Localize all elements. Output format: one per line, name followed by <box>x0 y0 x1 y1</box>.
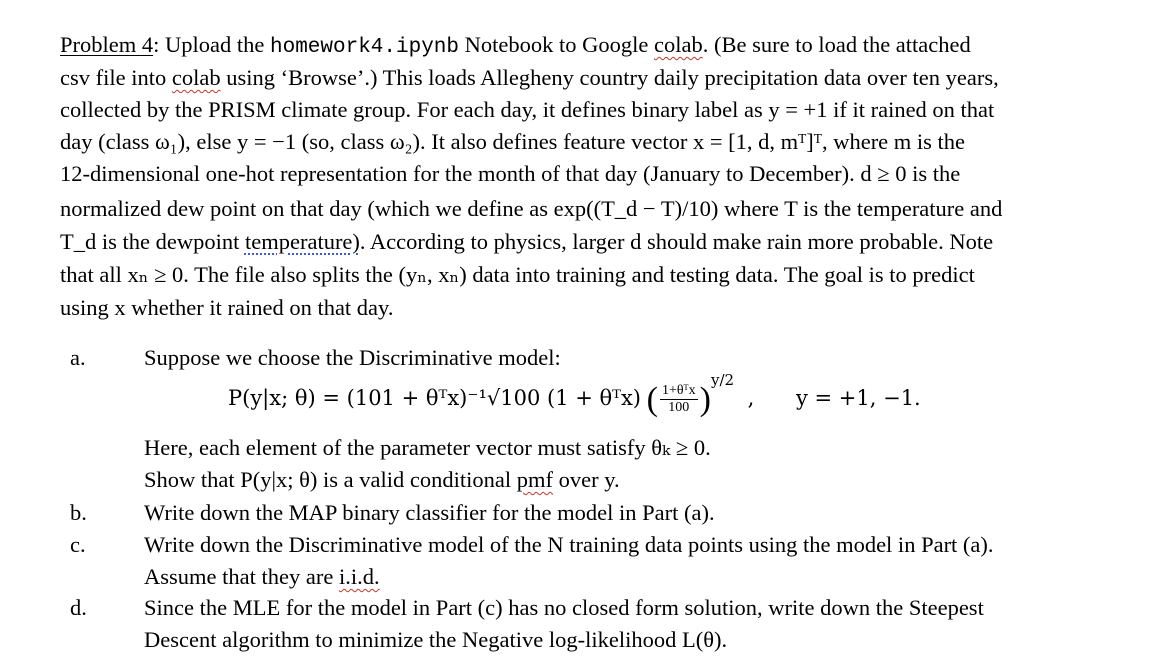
text-segment: T_d is the dewpoint <box>60 229 245 254</box>
text-segment: Assume that they are <box>144 564 339 589</box>
equation-fraction <box>660 383 698 416</box>
part-c-label: c. <box>70 532 86 557</box>
text-segment: : Upload the <box>153 32 270 57</box>
problem-line-4: day (class ω₁), else y = −1 (so, class ω₂). It also defines feature vector x = [1, d, mᵀ]ᵀ, where m is the <box>60 129 966 154</box>
part-d-text: Since the MLE for the model in Part (c) has no closed form solution, write down the Steepest <box>144 595 984 620</box>
problem-line-3: collected by the PRISM climate group. For each day, it defines binary label as y = +1 if it rained on that <box>60 97 995 122</box>
problem-line-7 <box>60 231 993 254</box>
part-a-label: a. <box>70 345 86 370</box>
iid-word: i.i.d. <box>338 564 380 589</box>
text-segment: Show that P(y|x; θ) is a valid conditional <box>144 467 517 492</box>
text-segment: over y. <box>553 467 620 492</box>
part-a-text-2: Here, each element of the parameter vector must satisfy θₖ ≥ 0. <box>144 435 711 460</box>
notebook-filename: homework4.ipynb <box>269 36 460 59</box>
problem-line-5: 12-dimensional one-hot representation for the month of that day (January to December). d ≥ 0 is the <box>60 161 961 186</box>
text-segment: csv file into <box>60 65 172 90</box>
part-a-equation: P(y|x; θ) = (101 + θᵀx)⁻¹√100 (1 + θᵀx) ( $\frac{\text{1+θᵀx}}{100}$ )$^{y/2}$ , y = +1, −1. <box>228 371 921 418</box>
pmf-word: pmf <box>516 467 553 492</box>
part-a-text: Suppose we choose the Discriminative model: <box>144 345 561 370</box>
problem-line-9: using x whether it rained on that day. <box>60 295 394 320</box>
problem-line-2 <box>60 67 999 90</box>
part-a-text-3 <box>144 469 620 492</box>
text-segment: . (Be sure to load the attached <box>702 32 971 57</box>
problem-line-1 <box>60 34 971 58</box>
temperature-link[interactable]: temperature) <box>244 229 360 254</box>
text-segment: . According to physics, larger d should make rain more probable. Note <box>359 229 994 254</box>
fraction-numerator: 1+θᵀx <box>660 383 698 400</box>
part-b-text: Write down the MAP binary classifier for the model in Part (a). <box>144 500 715 525</box>
part-b-label: b. <box>70 500 87 525</box>
equation-lhs: P(y|x; θ) = (101 + θᵀx)⁻¹√100 (1 + θᵀx) <box>228 386 641 410</box>
part-d-label: d. <box>70 595 87 620</box>
part-c-text: Write down the Discriminative model of the N training data points using the model in Part (a). <box>144 532 994 557</box>
part-d-text-2: Descent algorithm to minimize the Negative log-likelihood L(θ). <box>144 627 728 652</box>
problem-line-8: that all xₙ ≥ 0. The file also splits the (yₙ, xₙ) data into training and testing data. The goal is to predict <box>60 262 975 287</box>
colab-word: colab <box>654 32 703 57</box>
text-segment: Notebook to Google <box>459 32 654 57</box>
problem-heading: Problem 4 <box>60 32 154 57</box>
part-c-text-2 <box>144 566 380 589</box>
text-segment: using ‘Browse’.) This loads Allegheny country daily precipitation data over ten years, <box>220 65 999 90</box>
equation-exponent: y/2 <box>710 371 735 389</box>
problem-line-6: normalized dew point on that day (which we define as exp((T_d − T)/10) where T is the temperature and <box>60 196 1003 221</box>
fraction-denominator: 100 <box>668 400 690 416</box>
equation-condition: y = +1, −1. <box>795 386 921 410</box>
colab-word: colab <box>171 65 221 90</box>
